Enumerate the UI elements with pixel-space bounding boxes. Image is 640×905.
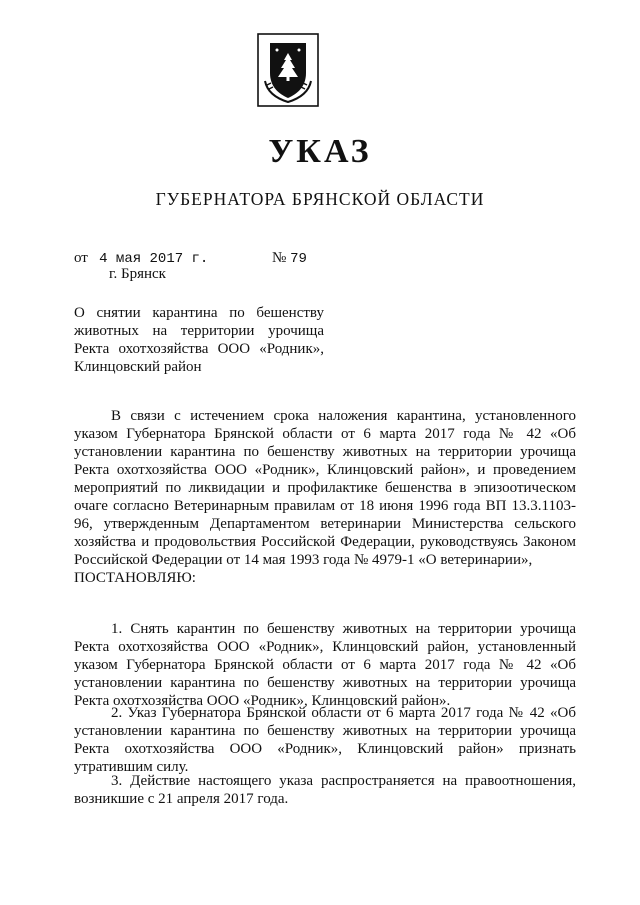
decree-item-2: 2. Указ Губернатора Брянской области от 6 марта 2017 года № 42 «Об установлении карантина по бешенству животных на территории урочища Ректа охотхозяйства ООО «Родник», Клинцовский район» признать утратившим силу. xyxy=(74,705,576,775)
bryansk-coat-of-arms-emblem xyxy=(257,33,319,107)
date-value: 4 мая 2017 г. xyxy=(99,251,209,267)
subject-line: животных на территории урочища xyxy=(74,323,324,339)
item-2-block xyxy=(74,704,576,776)
document-date xyxy=(74,250,208,267)
document-title: УКАЗ xyxy=(268,133,372,170)
number-prefix: № xyxy=(272,250,287,266)
decree-item-3: 3. Действие настоящего указа распространяется на правоотношения, возникшие с 21 апреля 2017 года. xyxy=(74,773,576,807)
document-subject xyxy=(74,304,324,376)
item-1-block xyxy=(74,620,576,710)
subject-line: Ректа охотхозяйства ООО «Родник», xyxy=(74,341,324,357)
subject-line: О снятии карантина по бешенству xyxy=(74,305,324,321)
preamble-block xyxy=(74,407,576,587)
item-3-block xyxy=(74,772,576,808)
document-subtitle: ГУБЕРНАТОРА БРЯНСКОЙ ОБЛАСТИ xyxy=(155,189,485,209)
decree-item-1: 1. Снять карантин по бешенству животных на территории урочища Ректа охотхозяйства ООО «Родник», Клинцовский район, установленный указом Губернатора Брянской области от 6 марта 2017 года № 42 «Об установлении карантина по бешенству животных на территории урочища Ректа охотхозяйства ООО «Родник», Клинцовский район». xyxy=(74,621,576,709)
preamble-paragraph: В связи с истечением срока наложения карантина, установленного указом Губернатора Брянской области от 6 марта 2017 года № 42 «Об установлении карантина по бешенству животных на территории урочища Ректа охотхозяйства ООО «Родник», Клинцовский район», и проведением мероприятий по ликвидации и профилактике бешенства в эпизоотическом очаге согласно Ветеринарным правилам от 18 июня 1996 года ВП 13.3.1103-96, утвержденным Департаментом ветеринарии Министерства сельского хозяйства и продовольствия Российской Федерации, руководствуясь Законом Российской Федерации от 14 мая 1993 года № 4979-1 «О ветеринарии», xyxy=(74,408,576,568)
decree-word: ПОСТАНОВЛЯЮ: xyxy=(74,570,196,586)
date-prefix: от xyxy=(74,250,88,266)
document-number xyxy=(272,250,307,267)
document-city: г. Брянск xyxy=(109,266,166,282)
subject-line: Клинцовский район xyxy=(74,359,202,375)
number-value: 79 xyxy=(290,251,307,267)
